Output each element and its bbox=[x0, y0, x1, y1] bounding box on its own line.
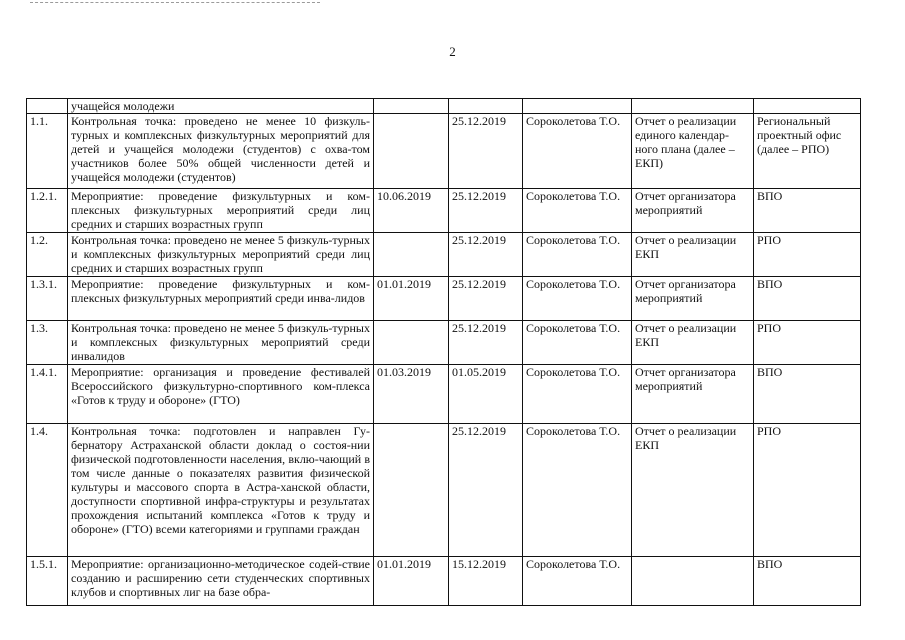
cell-result: Отчет о реализации ЕКП bbox=[632, 424, 754, 557]
table-row bbox=[27, 321, 861, 365]
cell-description: Мероприятие: организационно-методическое содей-ствие созданию и расширению сети студенческих спортивных клубов и спортивных лиг на базе обра- bbox=[68, 557, 374, 606]
cell-end-date bbox=[449, 99, 523, 114]
cell-end-date: 25.12.2019 bbox=[449, 233, 523, 277]
table-row bbox=[27, 365, 861, 424]
table-row bbox=[27, 277, 861, 321]
cell-result: Отчет о реализации единого календар-ного плана (далее – ЕКП) bbox=[632, 114, 754, 189]
cell-start-date: 01.03.2019 bbox=[374, 365, 449, 424]
cell-number: 1.4.1. bbox=[27, 365, 68, 424]
cell-responsible: Сороколетова Т.О. bbox=[523, 365, 632, 424]
page-number: 2 bbox=[449, 44, 456, 59]
cell-description: Контрольная точка: проведено не менее 5 физкуль-турных и комплексных физкультурных мероприятий среди инвалидов bbox=[68, 321, 374, 365]
cell-control bbox=[754, 99, 861, 114]
table-row bbox=[27, 557, 861, 606]
cell-result: Отчет о реализации ЕКП bbox=[632, 321, 754, 365]
cell-number: 1.5.1. bbox=[27, 557, 68, 606]
cell-start-date: 01.01.2019 bbox=[374, 557, 449, 606]
cell-start-date bbox=[374, 321, 449, 365]
cell-end-date: 25.12.2019 bbox=[449, 114, 523, 189]
cell-result: Отчет организатора мероприятий bbox=[632, 277, 754, 321]
cell-control: ВПО bbox=[754, 365, 861, 424]
cell-end-date: 25.12.2019 bbox=[449, 277, 523, 321]
cell-control: Региональный проектный офис (далее – РПО) bbox=[754, 114, 861, 189]
cell-start-date bbox=[374, 233, 449, 277]
cell-responsible bbox=[523, 99, 632, 114]
cell-end-date: 25.12.2019 bbox=[449, 321, 523, 365]
table-row bbox=[27, 99, 861, 114]
cell-control: ВПО bbox=[754, 189, 861, 233]
cell-start-date: 01.01.2019 bbox=[374, 277, 449, 321]
cell-end-date: 01.05.2019 bbox=[449, 365, 523, 424]
cell-responsible: Сороколетова Т.О. bbox=[523, 557, 632, 606]
cell-responsible: Сороколетова Т.О. bbox=[523, 114, 632, 189]
cell-description: Мероприятие: проведение физкультурных и ком-плексных физкультурных мероприятий среди инва-лидов bbox=[68, 277, 374, 321]
cell-control: РПО bbox=[754, 424, 861, 557]
cell-end-date: 15.12.2019 bbox=[449, 557, 523, 606]
cell-responsible: Сороколетова Т.О. bbox=[523, 189, 632, 233]
cell-number: 1.2.1. bbox=[27, 189, 68, 233]
cell-responsible: Сороколетова Т.О. bbox=[523, 277, 632, 321]
cell-start-date bbox=[374, 424, 449, 557]
cell-description: Контрольная точка: проведено не менее 5 физкуль-турных и комплексных физкультурных мероприятий среди лиц средних и старших возрастных групп bbox=[68, 233, 374, 277]
cell-number: 1.3.1. bbox=[27, 277, 68, 321]
cell-start-date bbox=[374, 99, 449, 114]
cell-control: ВПО bbox=[754, 277, 861, 321]
cell-result: Отчет организатора мероприятий bbox=[632, 365, 754, 424]
table-row bbox=[27, 233, 861, 277]
cell-description: Мероприятие: проведение физкультурных и ком-плексных физкультурных мероприятий среди лиц средних и старших возрастных групп bbox=[68, 189, 374, 233]
plan-table bbox=[26, 98, 861, 606]
cell-end-date: 25.12.2019 bbox=[449, 189, 523, 233]
cell-number: 1.4. bbox=[27, 424, 68, 557]
cell-responsible: Сороколетова Т.О. bbox=[523, 321, 632, 365]
cell-number: 1.2. bbox=[27, 233, 68, 277]
cell-control: ВПО bbox=[754, 557, 861, 606]
cell-result bbox=[632, 557, 754, 606]
cell-description: Контрольная точка: подготовлен и направлен Гу-бернатору Астраханской области доклад о состоя-нии физической подготовленности населения, вклю-чающий в том числе данные о показателях развития физической культуры и массового спорта в Астра-ханской области, доступности спортивной инфра-структуры и результатах прохождения испытаний комплекса «Готов к труду и обороне» (ГТО) всеми категориями и группами граждан bbox=[68, 424, 374, 557]
cell-description: Контрольная точка: проведено не менее 10 физкуль-турных и комплексных физкультурных мероприятий для детей и учащейся молодежи (студентов) с охва-том участников более 50% общей численности детей и учащейся молодежи (студентов) bbox=[68, 114, 374, 189]
cell-description: учащейся молодежи bbox=[68, 99, 374, 114]
cell-description: Мероприятие: организация и проведение фестивалей Всероссийского физкультурно-спортивного ком-плекса «Готов к труду и обороне» (ГТО) bbox=[68, 365, 374, 424]
cell-result bbox=[632, 99, 754, 114]
table-row bbox=[27, 114, 861, 189]
cell-start-date: 10.06.2019 bbox=[374, 189, 449, 233]
cell-number bbox=[27, 99, 68, 114]
cell-responsible: Сороколетова Т.О. bbox=[523, 424, 632, 557]
cell-start-date bbox=[374, 114, 449, 189]
cell-responsible: Сороколетова Т.О. bbox=[523, 233, 632, 277]
cell-control: РПО bbox=[754, 321, 861, 365]
table-row bbox=[27, 424, 861, 557]
cell-control: РПО bbox=[754, 233, 861, 277]
cell-number: 1.3. bbox=[27, 321, 68, 365]
cell-result: Отчет о реализации ЕКП bbox=[632, 233, 754, 277]
cell-result: Отчет организатора мероприятий bbox=[632, 189, 754, 233]
cell-end-date: 25.12.2019 bbox=[449, 424, 523, 557]
top-dashed-line bbox=[30, 2, 320, 3]
table-row bbox=[27, 189, 861, 233]
cell-number: 1.1. bbox=[27, 114, 68, 189]
